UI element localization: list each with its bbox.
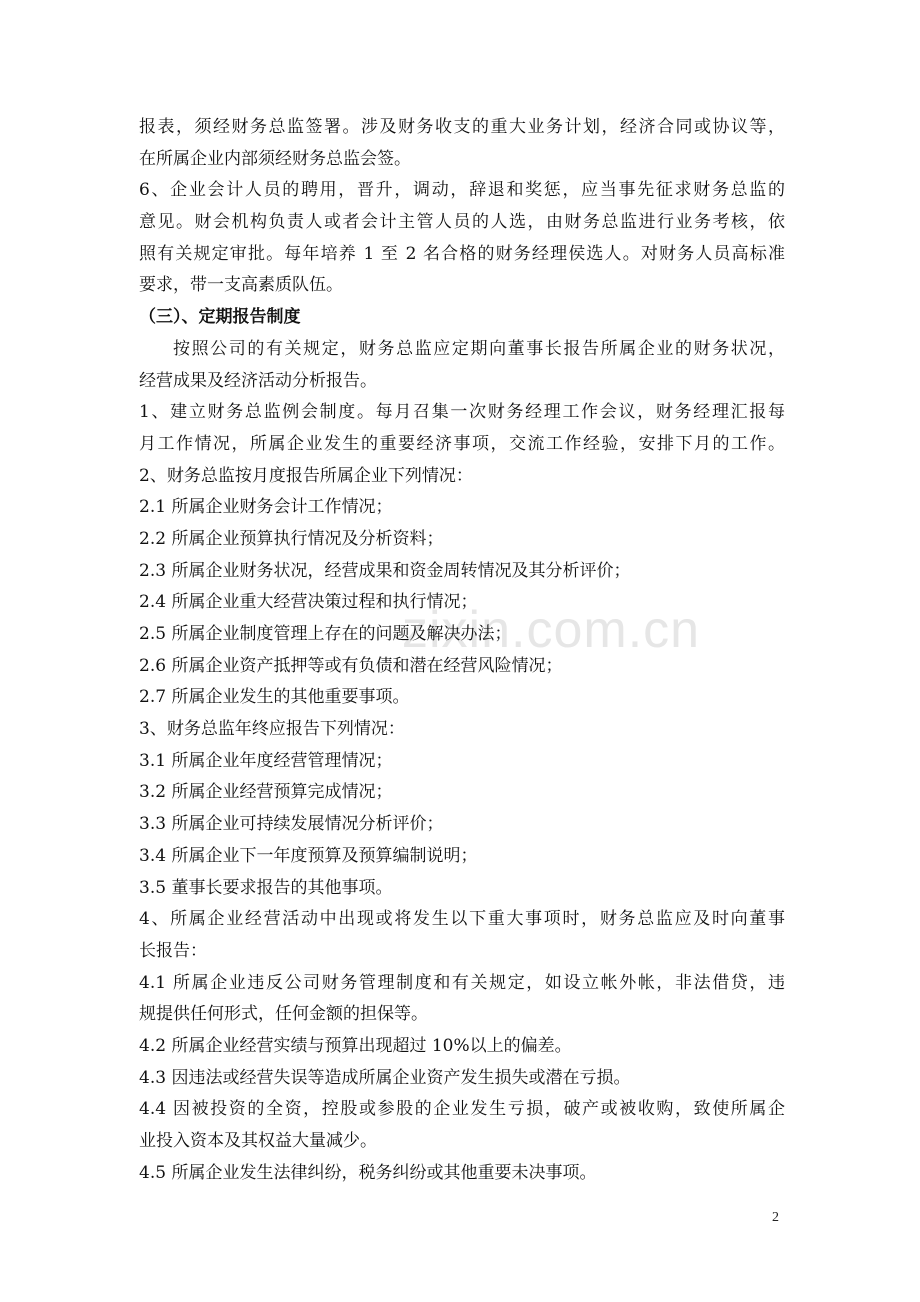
text-line: 经营成果及经济活动分析报告。 — [139, 370, 377, 391]
list-item: 2.1 所属企业财务会计工作情况； — [139, 497, 393, 518]
text-line: 规提供任何形式，任何金额的担保等。 — [139, 1004, 428, 1025]
text-line: 要求，带一支高素质队伍。 — [139, 275, 343, 296]
text-line: 2、财务总监按月度报告所属企业下列情况： — [139, 465, 473, 486]
text-line: 长报告： — [139, 940, 207, 961]
text-line: 业投入资本及其权益大量减少。 — [139, 1131, 377, 1151]
text-line: 照有关规定审批。每年培养 1 至 2 名合格的财务经理侯选人。对财务人员高标准 — [139, 243, 785, 264]
text-line: 月工作情况，所属企业发生的重要经济事项，交流工作经验，安排下月的工作。 — [139, 433, 785, 454]
list-item: 3.5 董事长要求报告的其他事项。 — [139, 877, 393, 898]
list-item: 2.6 所属企业资产抵押等或有负债和潜在经营风险情况； — [139, 655, 563, 676]
text-line: 4、所属企业经营活动中出现或将发生以下重大事项时，财务总监应及时向董事 — [139, 909, 785, 930]
watermark: zixin.com.cn — [402, 601, 701, 659]
list-item: 2.2 所属企业预算执行情况及分析资料； — [139, 528, 444, 549]
list-item: 2.5 所属企业制度管理上存在的问题及解决办法； — [139, 624, 512, 644]
text-line: 报表，须经财务总监签署。涉及财务收支的重大业务计划，经济合同或协议等， — [139, 117, 785, 137]
text-line: 1、建立财务总监例会制度。每月召集一次财务经理工作会议，财务经理汇报每 — [139, 402, 785, 423]
page-number: 2 — [772, 1210, 779, 1225]
document-body — [139, 112, 785, 1189]
list-item: 4.4 因被投资的全资，控股或参股的企业发生亏损，破产或被收购，致使所属企 — [139, 1099, 785, 1120]
list-item: 3.4 所属企业下一年度预算及预算编制说明； — [139, 845, 478, 866]
text-line: 6、企业会计人员的聘用，晋升，调动，辞退和奖惩，应当事先征求财务总监的 — [139, 180, 785, 201]
list-item: 2.4 所属企业重大经营决策过程和执行情况； — [139, 592, 478, 613]
section-heading: （三）、定期报告制度 — [139, 307, 301, 328]
list-item: 4.1 所属企业违反公司财务管理制度和有关规定，如设立帐外帐，非法借贷，违 — [139, 972, 785, 993]
text-line: 在所属企业内部须经财务总监会签。 — [139, 148, 411, 169]
list-item: 2.7 所属企业发生的其他重要事项。 — [139, 687, 410, 708]
list-item: 3.3 所属企业可持续发展情况分析评价； — [139, 814, 444, 835]
list-item: 4.2 所属企业经营实绩与预算出现超过 10%以上的偏差。 — [139, 1035, 572, 1056]
text-line: 3、财务总监年终应报告下列情况： — [139, 719, 405, 740]
text-line: 意见。财会机构负责人或者会计主管人员的人选，由财务总监进行业务考核，依 — [139, 212, 785, 233]
list-item: 3.2 所属企业经营预算完成情况； — [139, 782, 393, 803]
list-item: 4.3 因违法或经营失误等造成所属企业资产发生损失或潜在亏损。 — [139, 1067, 631, 1088]
list-item: 2.3 所属企业财务状况，经营成果和资金周转情况及其分析评价； — [139, 560, 631, 581]
list-item: 3.1 所属企业年度经营管理情况； — [139, 750, 393, 771]
text-line: 按照公司的有关规定，财务总监应定期向董事长报告所属企业的财务状况， — [173, 338, 785, 359]
list-item: 4.5 所属企业发生法律纠纷，税务纠纷或其他重要未决事项。 — [139, 1162, 597, 1183]
